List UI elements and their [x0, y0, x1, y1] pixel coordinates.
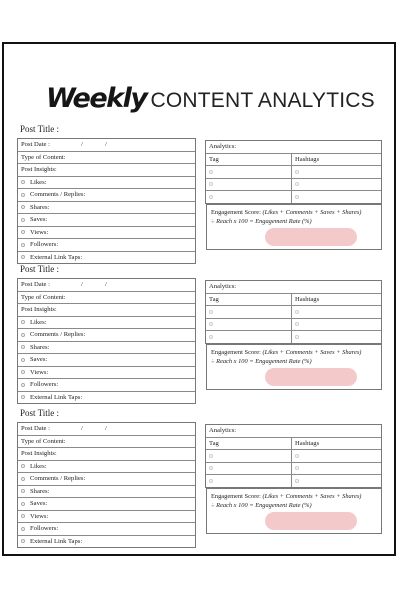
analytics-header-row — [206, 281, 381, 294]
metric-label: External Link Taps: — [30, 537, 83, 545]
checkbox-circle-icon[interactable] — [21, 193, 25, 197]
tag-entry-row[interactable] — [206, 475, 381, 487]
metric-row[interactable] — [18, 536, 195, 548]
hashtag-cell[interactable] — [292, 450, 381, 462]
engagement-formula-line2: ÷ Reach x 100 = Engagement Rate (%) — [211, 358, 312, 365]
type-of-content-label: Type of Content: — [21, 293, 66, 301]
tag-entry-row[interactable] — [206, 450, 381, 463]
metric-label: Followers: — [30, 241, 59, 248]
tag-entry-row[interactable] — [206, 463, 381, 476]
post-insights-label: Post Insights: — [21, 306, 57, 313]
engagement-formula-line1 — [211, 208, 377, 217]
tag-cell[interactable] — [206, 319, 292, 331]
tag-cell[interactable] — [206, 450, 292, 462]
metric-row[interactable] — [18, 189, 195, 202]
analytics-label: Analytics: — [209, 143, 237, 150]
checkbox-circle-icon[interactable] — [21, 370, 25, 374]
metric-label: Likes: — [30, 318, 47, 326]
metric-row[interactable] — [18, 461, 195, 474]
checkbox-circle-icon[interactable] — [21, 527, 25, 531]
type-of-content-row[interactable] — [18, 436, 195, 449]
metric-label: Shares: — [30, 487, 50, 495]
metric-label: Views: — [30, 512, 49, 520]
engagement-score-box — [206, 344, 382, 390]
metric-label: Likes: — [30, 178, 47, 186]
bullet-icon — [209, 322, 213, 326]
tag-cell[interactable] — [206, 475, 292, 487]
post-details-table — [17, 422, 196, 548]
metric-label: Comments / Replies: — [30, 331, 86, 338]
engagement-formula-line1 — [211, 348, 377, 357]
date-separator: / — [105, 281, 107, 288]
bullet-icon — [295, 170, 299, 174]
tag-entry-row[interactable] — [206, 166, 381, 179]
metric-row[interactable] — [18, 498, 195, 511]
hashtags-column-header: Hashtags — [295, 155, 320, 163]
bullet-icon — [209, 182, 213, 186]
tag-cell[interactable] — [206, 463, 292, 475]
checkbox-circle-icon[interactable] — [21, 180, 25, 184]
bullet-icon — [295, 310, 299, 314]
tag-cell[interactable] — [206, 191, 292, 203]
metric-row[interactable] — [18, 523, 195, 536]
tag-cell[interactable] — [206, 331, 292, 343]
checkbox-circle-icon[interactable] — [21, 230, 25, 234]
engagement-rate-input[interactable] — [265, 228, 357, 246]
bullet-icon — [295, 182, 299, 186]
metric-row[interactable] — [18, 214, 195, 227]
analytics-table — [205, 140, 382, 204]
metric-label: External Link Taps: — [30, 393, 83, 401]
metric-label: Followers: — [30, 525, 59, 532]
tag-cell[interactable] — [206, 306, 292, 318]
metric-row[interactable] — [18, 329, 195, 342]
tag-header-row — [206, 154, 381, 167]
type-of-content-label: Type of Content: — [21, 153, 66, 161]
date-separator: / — [81, 281, 83, 288]
metric-label: Shares: — [30, 343, 50, 351]
post-date-label: Post Date : — [21, 141, 50, 148]
metric-label: External Link Taps: — [30, 253, 83, 261]
hashtag-cell[interactable] — [292, 463, 381, 475]
metric-row[interactable] — [18, 317, 195, 330]
date-separator: / — [105, 425, 107, 432]
bullet-icon — [295, 322, 299, 326]
checkbox-circle-icon[interactable] — [21, 333, 25, 337]
engagement-rate-input[interactable] — [265, 368, 357, 386]
bullet-icon — [209, 335, 213, 339]
metric-label: Comments / Replies: — [30, 475, 86, 482]
title-weekly: Weekly — [46, 83, 147, 114]
checkbox-circle-icon[interactable] — [21, 243, 25, 247]
date-separator: / — [105, 141, 107, 148]
post-details-table — [17, 138, 196, 264]
date-separator: / — [81, 141, 83, 148]
metric-label: Saves: — [30, 356, 48, 363]
analytics-table — [205, 280, 382, 344]
post-date-row[interactable] — [18, 423, 195, 436]
checkbox-circle-icon[interactable] — [21, 255, 25, 259]
hashtag-cell[interactable] — [292, 319, 381, 331]
metric-row[interactable] — [18, 252, 195, 264]
tag-entry-row[interactable] — [206, 331, 381, 343]
tag-cell[interactable] — [206, 166, 292, 178]
metric-label: Views: — [30, 368, 49, 376]
metric-row[interactable] — [18, 202, 195, 215]
checkbox-circle-icon[interactable] — [21, 514, 25, 518]
post-date-label: Post Date : — [21, 281, 50, 288]
metric-label: Saves: — [30, 216, 48, 223]
bullet-icon — [209, 454, 213, 458]
analytics-label: Analytics: — [209, 427, 237, 434]
hashtag-cell[interactable] — [292, 179, 381, 191]
metric-row[interactable] — [18, 342, 195, 355]
metric-row[interactable] — [18, 354, 195, 367]
engagement-formula: (Likes + Comments + Saves + Shares) — [262, 493, 362, 500]
tag-column-header: Tag — [206, 294, 292, 306]
analytics-label: Analytics: — [209, 283, 237, 290]
page-title — [46, 83, 375, 114]
bullet-icon — [209, 479, 213, 483]
checkbox-circle-icon[interactable] — [21, 477, 25, 481]
title-content-analytics: CONTENT ANALYTICS — [150, 89, 375, 112]
post-title-label: Post Title : — [20, 408, 60, 418]
engagement-score-label: Engagement Score: — [211, 493, 263, 500]
tag-entry-row[interactable] — [206, 319, 381, 332]
analytics-header-row — [206, 425, 381, 438]
analytics-table — [205, 424, 382, 488]
bullet-icon — [295, 479, 299, 483]
hashtag-cell[interactable] — [292, 306, 381, 318]
post-insights-label: Post Insights: — [21, 450, 57, 457]
engagement-score-box — [206, 204, 382, 250]
checkbox-circle-icon[interactable] — [21, 320, 25, 324]
type-of-content-row[interactable] — [18, 152, 195, 165]
post-details-table — [17, 278, 196, 404]
post-date-row[interactable] — [18, 279, 195, 292]
bullet-icon — [295, 454, 299, 458]
post-title-label: Post Title : — [20, 124, 60, 134]
tag-cell[interactable] — [206, 179, 292, 191]
metric-row[interactable] — [18, 392, 195, 404]
tag-header-row — [206, 438, 381, 451]
metric-row[interactable] — [18, 486, 195, 499]
checkbox-circle-icon[interactable] — [21, 358, 25, 362]
checkbox-circle-icon[interactable] — [21, 218, 25, 222]
tag-column-header: Tag — [206, 438, 292, 450]
engagement-formula: (Likes + Comments + Saves + Shares) — [262, 209, 362, 216]
metric-label: Views: — [30, 228, 49, 236]
engagement-score-label: Engagement Score: — [211, 349, 263, 356]
hashtag-cell[interactable] — [292, 475, 381, 487]
checkbox-circle-icon[interactable] — [21, 502, 25, 506]
date-separator: / — [81, 425, 83, 432]
post-date-label: Post Date : — [21, 425, 50, 432]
checkbox-circle-icon[interactable] — [21, 383, 25, 387]
hashtags-column-header: Hashtags — [295, 295, 320, 303]
tag-header-row — [206, 294, 381, 307]
metric-row[interactable] — [18, 511, 195, 524]
post-insights-row — [18, 304, 195, 317]
checkbox-circle-icon[interactable] — [21, 395, 25, 399]
engagement-score-label: Engagement Score: — [211, 209, 263, 216]
tag-entry-row[interactable] — [206, 179, 381, 192]
engagement-rate-input[interactable] — [265, 512, 357, 530]
engagement-score-box — [206, 488, 382, 534]
hashtag-cell[interactable] — [292, 166, 381, 178]
tag-entry-row[interactable] — [206, 306, 381, 319]
metric-label: Comments / Replies: — [30, 191, 86, 198]
post-insights-row — [18, 164, 195, 177]
tag-entry-row[interactable] — [206, 191, 381, 203]
bullet-icon — [209, 195, 213, 199]
bullet-icon — [209, 466, 213, 470]
checkbox-circle-icon[interactable] — [21, 539, 25, 543]
bullet-icon — [295, 335, 299, 339]
post-date-row[interactable] — [18, 139, 195, 152]
metric-label: Saves: — [30, 500, 48, 507]
checkbox-circle-icon[interactable] — [21, 489, 25, 493]
engagement-formula: (Likes + Comments + Saves + Shares) — [262, 349, 362, 356]
type-of-content-row[interactable] — [18, 292, 195, 305]
checkbox-circle-icon[interactable] — [21, 464, 25, 468]
post-insights-row — [18, 448, 195, 461]
metric-row[interactable] — [18, 227, 195, 240]
metric-row[interactable] — [18, 239, 195, 252]
bullet-icon — [209, 170, 213, 174]
post-title-label: Post Title : — [20, 264, 60, 274]
metric-label: Likes: — [30, 462, 47, 470]
hashtags-column-header: Hashtags — [295, 439, 320, 447]
metric-row[interactable] — [18, 473, 195, 486]
engagement-formula-line2: ÷ Reach x 100 = Engagement Rate (%) — [211, 502, 312, 509]
post-insights-label: Post Insights: — [21, 166, 57, 173]
checkbox-circle-icon[interactable] — [21, 345, 25, 349]
checkbox-circle-icon[interactable] — [21, 205, 25, 209]
bullet-icon — [295, 466, 299, 470]
engagement-formula-line2: ÷ Reach x 100 = Engagement Rate (%) — [211, 218, 312, 225]
hashtag-cell[interactable] — [292, 331, 381, 343]
metric-row[interactable] — [18, 367, 195, 380]
metric-label: Followers: — [30, 381, 59, 388]
bullet-icon — [209, 310, 213, 314]
metric-row[interactable] — [18, 177, 195, 190]
hashtag-cell[interactable] — [292, 191, 381, 203]
type-of-content-label: Type of Content: — [21, 437, 66, 445]
metric-label: Shares: — [30, 203, 50, 211]
engagement-formula-line1 — [211, 492, 377, 501]
tag-column-header: Tag — [206, 154, 292, 166]
bullet-icon — [295, 195, 299, 199]
metric-row[interactable] — [18, 379, 195, 392]
analytics-header-row — [206, 141, 381, 154]
